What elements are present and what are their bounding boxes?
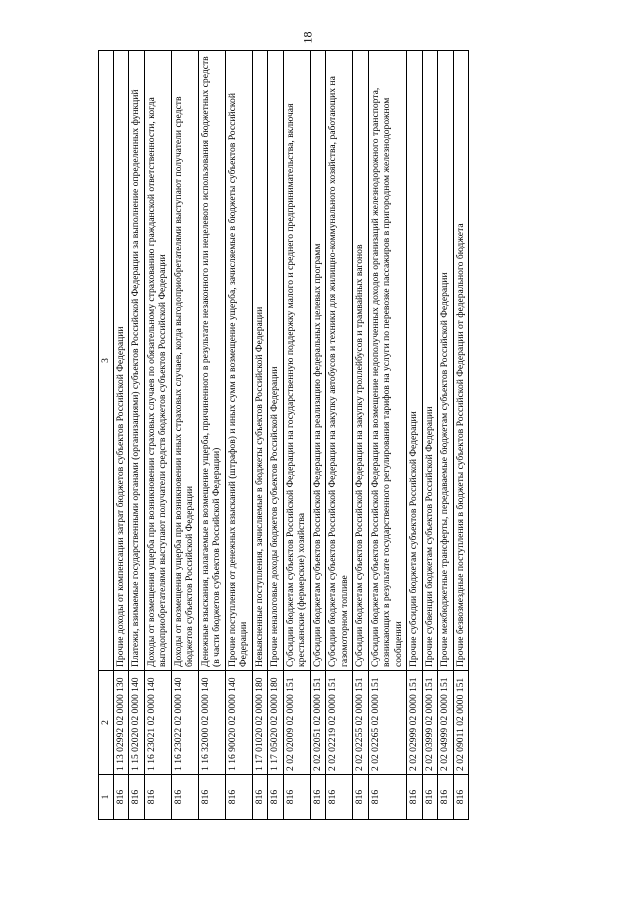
revenue-code-cell: 1 13 02992 02 0000 130 (113, 671, 129, 775)
revenue-code-cell: 2 02 02999 02 0000 151 (407, 671, 423, 775)
header-col-1: 1 (99, 775, 114, 820)
admin-code-cell: 816 (198, 775, 225, 820)
description-cell: Доходы от возмещения ущерба при возникновении страховых случаев по обязательному страхованию гражданской ответственности, когда выгодоприобретателями выступают получатели средств бюджетов субъектов Российской Федерации (144, 51, 171, 671)
table-row (129, 51, 145, 820)
admin-code-cell: 816 (326, 775, 353, 820)
admin-code-cell: 816 (283, 775, 310, 820)
admin-code-cell: 816 (310, 775, 326, 820)
description-cell: Прочие субсидии бюджетам субъектов Российской Федерации (407, 51, 423, 671)
revenue-code-cell: 2 02 04999 02 0000 151 (438, 671, 454, 775)
revenue-code-cell: 2 02 02265 02 0000 151 (368, 671, 407, 775)
table-row (252, 51, 268, 820)
revenue-code-cell: 2 02 02219 02 0000 151 (326, 671, 353, 775)
table-row (113, 51, 129, 820)
revenue-code-cell: 1 15 02020 02 0000 140 (129, 671, 145, 775)
admin-code-cell: 816 (438, 775, 454, 820)
revenue-code-cell: 1 16 32000 02 0000 140 (198, 671, 225, 775)
revenue-code-cell: 1 17 01020 02 0000 180 (252, 671, 268, 775)
table-row (225, 51, 252, 820)
admin-code-cell: 816 (368, 775, 407, 820)
description-cell: Субсидии бюджетам субъектов Российской Федерации на государственную поддержку малого и среднего предпринимательства, включая крестьянские (фермерские) хозяйства (283, 51, 310, 671)
revenue-code-cell: 2 02 09011 02 0000 151 (453, 671, 469, 775)
page-number: 18 (300, 31, 315, 44)
revenue-code-cell: 1 17 05020 02 0000 180 (268, 671, 284, 775)
admin-code-cell: 816 (129, 775, 145, 820)
description-cell: Прочие поступления от денежных взысканий (штрафов) и иных сумм в возмещение ущерба, зачисляемые в бюджеты субъектов Российской Федерации (225, 51, 252, 671)
description-cell: Прочие неналоговые доходы бюджетов субъектов Российской Федерации (268, 51, 284, 671)
admin-code-cell: 816 (171, 775, 198, 820)
description-cell: Субсидии бюджетам субъектов Российской Федерации на закупку автобусов и техники для жилищно-коммунального хозяйства, работающих на газомоторном топливе (326, 51, 353, 671)
table-row (283, 51, 310, 820)
revenue-code-cell: 2 02 02051 02 0000 151 (310, 671, 326, 775)
description-cell: Субсидии бюджетам субъектов Российской Федерации на реализацию федеральных целевых программ (310, 51, 326, 671)
table-row (144, 51, 171, 820)
table-row (353, 51, 369, 820)
admin-code-cell: 816 (268, 775, 284, 820)
table-row (407, 51, 423, 820)
revenue-code-cell: 2 02 03999 02 0000 151 (422, 671, 438, 775)
table-header-row (99, 51, 114, 820)
header-col-3: 3 (99, 51, 114, 671)
revenue-code-cell: 1 16 90020 02 0000 140 (225, 671, 252, 775)
table-row (268, 51, 284, 820)
description-cell: Невыясненные поступления, зачисляемые в бюджеты субъектов Российской Федерации (252, 51, 268, 671)
description-cell: Прочие безвозмездные поступления в бюджеты субъектов Российской Федерации от федерального бюджета (453, 51, 469, 671)
table-row (171, 51, 198, 820)
revenue-code-cell: 1 16 23022 02 0000 140 (171, 671, 198, 775)
description-cell: Прочие межбюджетные трансферты, передаваемые бюджетам субъектов Российской Федерации (438, 51, 454, 671)
description-cell: Прочие доходы от компенсации затрат бюджетов субъектов Российской Федерации (113, 51, 129, 671)
description-cell: Денежные взыскания, налагаемые в возмещение ущерба, причиненного в результате незаконного или нецелевого использования бюджетных средств (в части бюджетов субъектов Российской Федерации) (198, 51, 225, 671)
admin-code-cell: 816 (422, 775, 438, 820)
revenue-code-cell: 2 02 02255 02 0000 151 (353, 671, 369, 775)
table-row (368, 51, 407, 820)
header-col-2: 2 (99, 671, 114, 775)
admin-code-cell: 816 (113, 775, 129, 820)
table-row (438, 51, 454, 820)
description-cell: Субсидии бюджетам субъектов Российской Федерации на закупку троллейбусов и трамвайных вагонов (353, 51, 369, 671)
admin-code-cell: 816 (453, 775, 469, 820)
table-row (198, 51, 225, 820)
description-cell: Субсидии бюджетам субъектов Российской Федерации на возмещение недополученных доходов организаций железнодорожного транспорта, возникающих в результате государственного регулирования тарифов на услуги по перевозке пассажиров в пригородном железнодорожном сообщении (368, 51, 407, 671)
description-cell: Платежи, взимаемые государственными органами (организациями) субъектов Российской Федерации за выполнение определенных функций (129, 51, 145, 671)
table-row (326, 51, 353, 820)
revenue-code-cell: 2 02 02009 02 0000 151 (283, 671, 310, 775)
revenue-codes-table (98, 50, 469, 820)
admin-code-cell: 816 (353, 775, 369, 820)
revenue-code-cell: 1 16 23021 02 0000 140 (144, 671, 171, 775)
table-row (310, 51, 326, 820)
table-row (422, 51, 438, 820)
table-row (453, 51, 469, 820)
description-cell: Прочие субвенции бюджетам субъектов Российской Федерации (422, 51, 438, 671)
table-body (113, 51, 469, 820)
admin-code-cell: 816 (225, 775, 252, 820)
rotated-page-content (98, 50, 588, 820)
admin-code-cell: 816 (144, 775, 171, 820)
admin-code-cell: 816 (407, 775, 423, 820)
description-cell: Доходы от возмещения ущерба при возникновении иных страховых случаев, когда выгодоприобретателями выступают получатели средств бюджетов субъектов Российской Федерации (171, 51, 198, 671)
admin-code-cell: 816 (252, 775, 268, 820)
